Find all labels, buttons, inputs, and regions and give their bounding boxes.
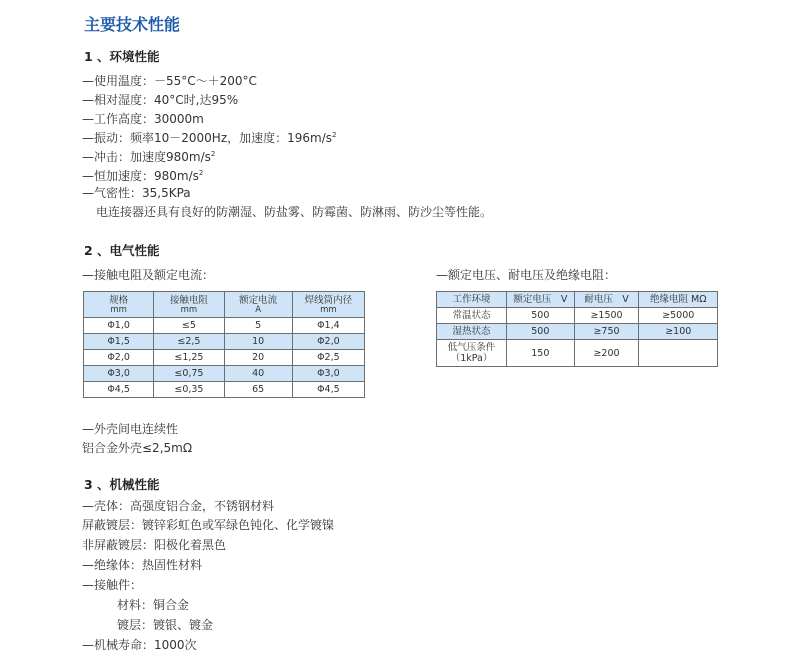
- table-cell: ≥100: [639, 324, 718, 340]
- table-cell: ≤2,5: [154, 334, 224, 350]
- table-cell: 湿热状态: [437, 324, 507, 340]
- env-note: 电连接器还具有良好的防潮湿、防盐雾、防霉菌、防淋雨、防沙尘等性能。: [96, 205, 493, 219]
- table-header-cell: 绝缘电阻 MΩ: [639, 292, 718, 308]
- contact-resistance-table: [83, 291, 365, 398]
- mech-shield-plating: 屏蔽镀层：镀锌彩虹色或军绿色钝化、化学镀镍: [82, 518, 335, 532]
- env-vibration: —振动：频率10－2000Hz，加速度：$196m/s^2$: [82, 131, 337, 145]
- table-row: [84, 350, 365, 366]
- mech-insulator: —绝缘体：热固性材料: [82, 558, 203, 572]
- table-cell: Φ2,0: [292, 334, 364, 350]
- section2-heading: 2 、电气性能: [84, 243, 160, 258]
- table1-caption: —接触电阻及额定电流：: [82, 268, 215, 282]
- table-cell: ≤1,25: [154, 350, 224, 366]
- mech-nonshield-plating: 非屏蔽镀层：阳极化着黑色: [82, 538, 227, 552]
- env-humidity: —相对湿度：40°C时,达95%: [82, 93, 239, 107]
- table-cell: Φ1,0: [84, 318, 154, 334]
- table-cell: 500: [507, 308, 574, 324]
- table-header-cell: 接触电阻 mm: [154, 292, 224, 318]
- table-cell: 低气压条件 （1kPa）: [437, 340, 507, 367]
- env-acceleration: —恒加速度：$980m/s^2$: [82, 169, 204, 183]
- table-cell: ≥750: [574, 324, 639, 340]
- table2-caption: —额定电压、耐电压及绝缘电阻：: [436, 268, 617, 282]
- mech-lifetime: —机械寿命：1000次: [82, 638, 197, 652]
- table-cell: ≤0,35: [154, 382, 224, 398]
- env-altitude: —工作高度：30000m: [82, 112, 204, 126]
- table-cell: 500: [507, 324, 574, 340]
- table-row: [84, 318, 365, 334]
- mech-contact-material: 材料：铜合金: [117, 598, 190, 612]
- table-header-cell: 工作环境: [437, 292, 507, 308]
- table-cell: Φ4,5: [84, 382, 154, 398]
- table-header-cell: 额定电压 V: [507, 292, 574, 308]
- table-header-cell: 额定电流 A: [224, 292, 292, 318]
- env-temperature: —使用温度：－55°C～＋200°C: [82, 74, 257, 88]
- table-row: [437, 324, 718, 340]
- continuity-label: —外壳间电连续性: [82, 422, 179, 436]
- table-cell: 5: [224, 318, 292, 334]
- table-row: [437, 308, 718, 324]
- continuity-value: 铝合金外壳≤2,5mΩ: [82, 441, 192, 455]
- table-header-row: [437, 292, 718, 308]
- mech-contact-plating: 镀层：镀银、镀金: [117, 618, 214, 632]
- table-cell: 10: [224, 334, 292, 350]
- table-cell: ≤5: [154, 318, 224, 334]
- table-cell: 65: [224, 382, 292, 398]
- table-row: [84, 366, 365, 382]
- page-title: 主要技术性能: [84, 15, 181, 34]
- mech-shell: —壳体：高强度铝合金，不锈钢材料: [82, 499, 275, 513]
- table-header-cell: 焊线筒内径 mm: [292, 292, 364, 318]
- env-shock: —冲击：加速度$980m/s^2$: [82, 150, 216, 164]
- table-cell: ≥1500: [574, 308, 639, 324]
- table-header-cell: 耐电压 V: [574, 292, 639, 308]
- table-header-row: [84, 292, 365, 318]
- table-cell: Φ1,5: [84, 334, 154, 350]
- table-cell: Φ3,0: [84, 366, 154, 382]
- table-cell: 20: [224, 350, 292, 366]
- mech-contact: —接触件：: [82, 578, 143, 592]
- table-cell: Φ2,5: [292, 350, 364, 366]
- table-cell: Φ4,5: [292, 382, 364, 398]
- table-cell: 150: [507, 340, 574, 367]
- section3-heading: 3 、机械性能: [84, 477, 160, 492]
- table-cell: Φ2,0: [84, 350, 154, 366]
- table-cell: ≤0,75: [154, 366, 224, 382]
- table-row: [84, 334, 365, 350]
- table-cell: ≥200: [574, 340, 639, 367]
- table-row: [84, 382, 365, 398]
- table-cell: Φ1,4: [292, 318, 364, 334]
- section1-heading: 1 、环境性能: [84, 49, 160, 64]
- table-cell: 40: [224, 366, 292, 382]
- table-cell: ≥5000: [639, 308, 718, 324]
- table-row: [437, 340, 718, 367]
- table-header-cell: 规格 mm: [84, 292, 154, 318]
- voltage-insulation-table: [436, 291, 718, 367]
- table-cell: 常温状态: [437, 308, 507, 324]
- table-cell: Φ3,0: [292, 366, 364, 382]
- env-airtightness: —气密性：35,5KPa: [82, 186, 191, 200]
- table-cell: [639, 340, 718, 367]
